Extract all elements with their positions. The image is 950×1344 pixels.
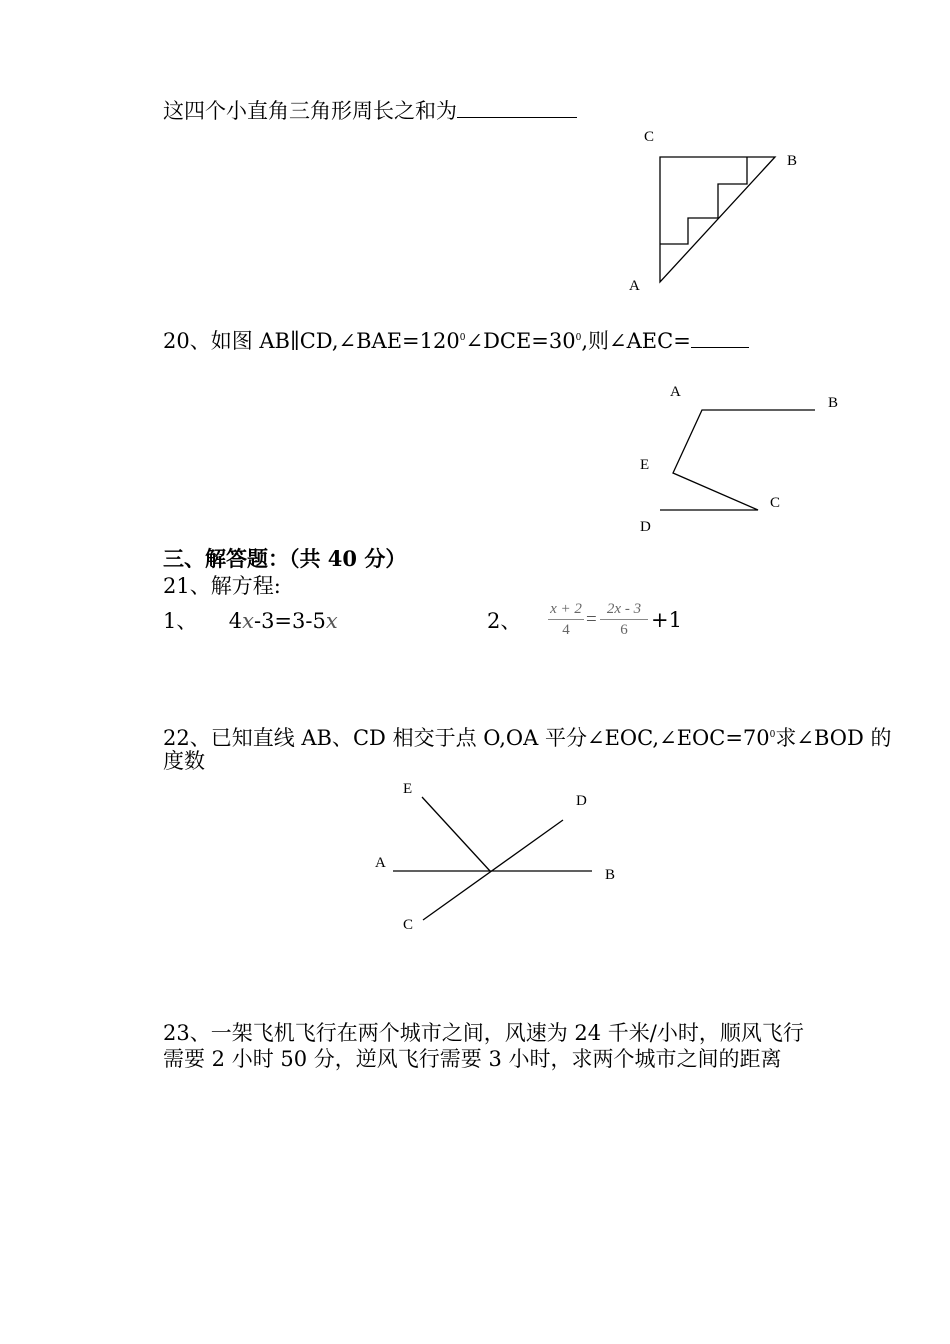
q22-label-e: E [403, 781, 413, 797]
q22-line-2: 度数 [163, 749, 205, 773]
q23-line-1: 23、一架飞机飞行在两个城市之间，风速为 24 千米/小时，顺风飞行 [163, 1021, 804, 1045]
q20-label-b: B [828, 395, 839, 411]
q21-p2-label: 2、 [487, 609, 522, 633]
q19-prompt: 这四个小直角三角形周长之和为 [163, 99, 457, 123]
q21-p1-var-1: x [242, 609, 254, 633]
q20-prompt-end: ,则∠AEC= [581, 329, 691, 353]
q22-label-a: A [375, 855, 386, 871]
q20-label-c: C [770, 495, 781, 511]
q19-label-a: A [629, 278, 640, 294]
q19-text [163, 98, 577, 124]
q22-label-b: B [605, 867, 616, 883]
q19-answer-blank[interactable] [457, 99, 577, 118]
q21-p2-den-2: 6 [620, 622, 628, 638]
q21-p2-fraction-1 [548, 600, 584, 639]
q21-p2-tail: +1 [651, 608, 682, 632]
q22-line-1 [163, 722, 892, 751]
q21-p1-label: 1、 [163, 609, 198, 633]
q21-p1-rest: -3=3-5 [253, 609, 326, 633]
q20-degree-2: 0 [575, 333, 582, 343]
q20-text [163, 325, 749, 354]
q22-text-a: 22、已知直线 AB、CD 相交于点 O,OA 平分∠EOC,∠EOC=70 [163, 726, 770, 750]
q19-figure [620, 120, 820, 300]
q21-p2-fraction-2 [600, 600, 648, 639]
q23-line-2: 需要 2 小时 50 分，逆风飞行需要 3 小时，求两个城市之间的距离 [163, 1047, 782, 1071]
q20-answer-blank[interactable] [691, 329, 749, 348]
q20-prompt-mid: ∠DCE=30 [465, 329, 576, 353]
q21-p2-equals: = [586, 609, 597, 630]
q21-title: 21、解方程: [163, 574, 281, 598]
q20-label-d: D [640, 519, 651, 535]
q22-label-c: C [403, 917, 414, 933]
q21-p1-var-2: x [325, 609, 338, 633]
q20-degree-1: 0 [459, 333, 466, 343]
q22-label-d: D [576, 793, 587, 809]
q22-degree: 0 [769, 730, 776, 740]
q20-label-a: A [670, 384, 681, 400]
q22-figure [365, 770, 625, 940]
q20-prompt-start: 20、如图 AB∥CD,∠BAE=120 [163, 329, 460, 353]
q20-figure [630, 375, 850, 540]
section3-title: 三、解答题：（共 40 分） [163, 546, 407, 571]
q21-p2-num-1: x + 2 [550, 601, 582, 617]
q21-problem-1 [163, 608, 338, 634]
q21-p2-den-1: 4 [562, 622, 570, 638]
q21-p2-num-2: 2x - 3 [606, 601, 642, 617]
q22-text-b: 求∠BOD 的 [775, 726, 892, 750]
q21-p1-coef: 4 [228, 609, 243, 633]
q19-label-b: B [787, 153, 798, 169]
q20-label-e: E [640, 457, 650, 473]
q19-label-c: C [644, 129, 655, 145]
